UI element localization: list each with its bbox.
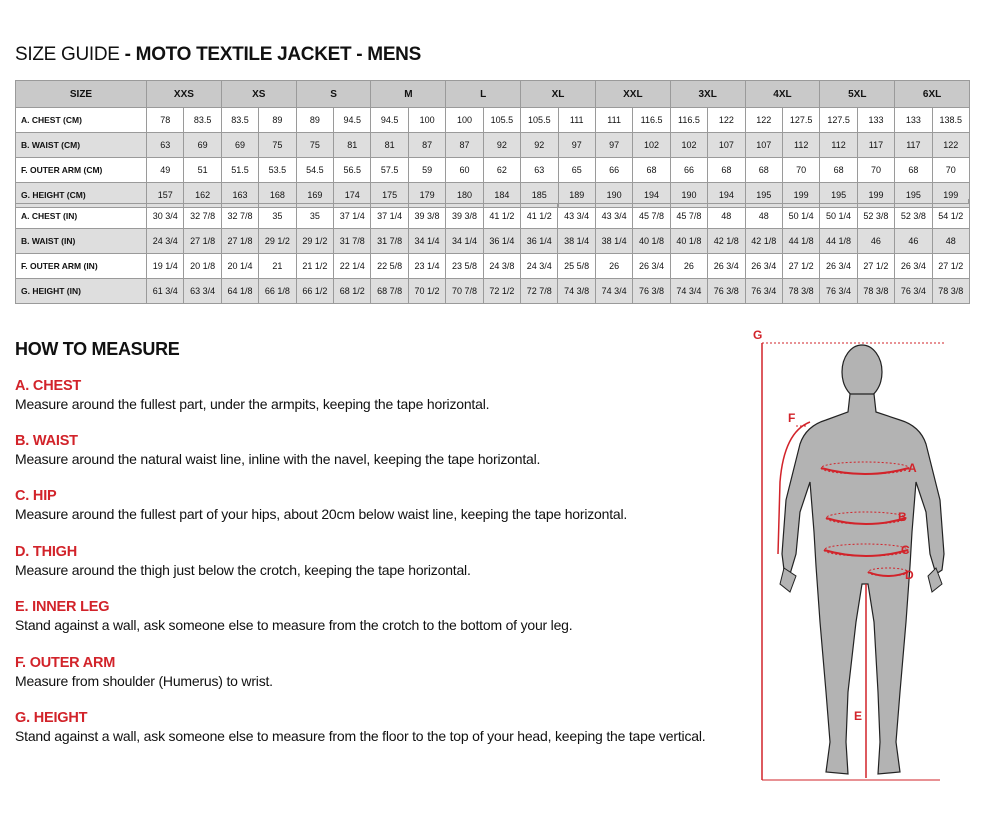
table-cell: 52 3/8 [895,204,932,229]
table-cell: 94.5 [334,108,371,133]
measure-title: F. OUTER ARM [15,655,116,671]
table-cell: 68 [820,158,857,183]
measure-description: Measure around the fullest part of your hips, about 20cm below waist line, keeping the tape horizontal. [15,506,628,522]
measure-description: Measure around the natural waist line, inline with the navel, keeping the tape horizontal. [15,451,541,467]
size-header-cell: 6XL [895,81,970,108]
table-cell: 22 5/8 [371,254,408,279]
table-cell: 117 [895,133,932,158]
table-cell: 81 [371,133,408,158]
table-cell: 105.5 [521,108,558,133]
table-cell: 27 1/8 [184,229,221,254]
table-cell: 68 [745,158,782,183]
table-cell: 50 1/4 [820,204,857,229]
table-cell: 76 3/4 [745,279,782,304]
table-cell: 116.5 [670,108,707,133]
measure-title: B. WAIST [15,433,78,449]
row-label: B. WAIST (CM) [16,133,147,158]
table-cell: 122 [745,108,782,133]
table-cell: 61 3/4 [147,279,184,304]
table-cell: 174 [334,183,371,208]
label-b: B [898,510,907,524]
table-cell: 31 7/8 [371,229,408,254]
size-header-cell: 5XL [820,81,895,108]
size-header-row [16,81,970,108]
table-cell: 54 1/2 [932,204,969,229]
table-cell: 37 1/4 [334,204,371,229]
table-cell: 199 [782,183,819,208]
table-cell: 89 [296,108,333,133]
table-cell: 69 [221,133,258,158]
table-cell: 54.5 [296,158,333,183]
table-cell: 163 [221,183,258,208]
measure-item [15,377,745,413]
table-cell: 29 1/2 [259,229,296,254]
table-cell: 75 [259,133,296,158]
table-cell: 27 1/8 [221,229,258,254]
table-cell: 40 1/8 [633,229,670,254]
table-cell: 38 1/4 [595,229,632,254]
table-cell: 78 3/8 [782,279,819,304]
measure-description: Stand against a wall, ask someone else to measure from the floor to the top of your head, keeping the tape vertical. [15,728,706,744]
measure-title: E. INNER LEG [15,599,110,615]
table-cell: 34 1/4 [446,229,483,254]
table-cell: 102 [633,133,670,158]
table-cell: 78 3/8 [932,279,969,304]
table-cell: 122 [932,133,969,158]
measure-item [15,598,745,634]
table-cell: 97 [558,133,595,158]
table-cell: 190 [670,183,707,208]
size-table-cm [15,80,970,208]
table-cell: 169 [296,183,333,208]
table-cell: 66 [595,158,632,183]
table-cell: 195 [745,183,782,208]
row-label: A. CHEST (CM) [16,108,147,133]
table-cell: 63 [147,133,184,158]
table-cell: 199 [857,183,894,208]
table-cell: 195 [895,183,932,208]
table-cell: 29 1/2 [296,229,333,254]
table-cell: 53.5 [259,158,296,183]
size-header-cell: M [371,81,446,108]
table-row [16,229,970,254]
table-cell: 40 1/8 [670,229,707,254]
size-header-cell: S [296,81,371,108]
table-cell: 21 1/2 [296,254,333,279]
table-row [16,254,970,279]
table-cell: 100 [408,108,445,133]
table-cell: 32 7/8 [221,204,258,229]
size-header-cell: XXS [147,81,222,108]
table-cell: 127.5 [820,108,857,133]
table-cell: 44 1/8 [782,229,819,254]
measure-item [15,709,745,745]
table-cell: 133 [895,108,932,133]
table-cell: 70 1/2 [408,279,445,304]
table-cell: 138.5 [932,108,969,133]
table-cell: 74 3/4 [670,279,707,304]
table-cell: 133 [857,108,894,133]
table-cell: 72 7/8 [521,279,558,304]
table-cell: 116.5 [633,108,670,133]
table-cell: 23 1/4 [408,254,445,279]
table-cell: 36 1/4 [483,229,520,254]
body-measurement-figure [750,322,989,792]
table-cell: 38 1/4 [558,229,595,254]
table-cell: 180 [446,183,483,208]
table-cell: 68 [708,158,745,183]
table-cell: 52 3/8 [857,204,894,229]
size-header-cell: L [446,81,521,108]
table-cell: 87 [446,133,483,158]
table-cell: 122 [708,108,745,133]
table-cell: 22 1/4 [334,254,371,279]
table-cell: 74 3/8 [558,279,595,304]
table-cell: 78 3/8 [857,279,894,304]
table-cell: 76 3/8 [708,279,745,304]
table-cell: 41 1/2 [483,204,520,229]
measure-item [15,487,745,523]
table-cell: 36 1/4 [521,229,558,254]
table-cell: 64 1/8 [221,279,258,304]
table-cell: 105.5 [483,108,520,133]
table-cell: 63 3/4 [184,279,221,304]
size-header-cell: XL [521,81,596,108]
table-cell: 35 [296,204,333,229]
table-cell: 41 1/2 [521,204,558,229]
table-cell: 42 1/8 [708,229,745,254]
table-cell: 48 [745,204,782,229]
table-cell: 24 3/8 [483,254,520,279]
row-label: G. HEIGHT (CM) [16,183,147,208]
table-cell: 63 [521,158,558,183]
table-row [16,133,970,158]
table-cell: 107 [745,133,782,158]
table-cell: 76 3/4 [895,279,932,304]
measure-description: Stand against a wall, ask someone else to measure from the crotch to the bottom of your leg. [15,617,573,633]
table-cell: 43 3/4 [595,204,632,229]
title-prefix: SIZE GUIDE [15,44,120,65]
measure-title: D. THIGH [15,544,78,560]
table-cell: 83.5 [184,108,221,133]
table-cell: 44 1/8 [820,229,857,254]
table-cell: 39 3/8 [446,204,483,229]
table-cell: 68 [895,158,932,183]
table-cell: 70 [857,158,894,183]
label-f: F [788,411,796,425]
table-cell: 26 [595,254,632,279]
table-cell: 70 7/8 [446,279,483,304]
table-cell: 92 [521,133,558,158]
label-d: D [905,568,914,582]
table-cell: 48 [708,204,745,229]
table-cell: 83.5 [221,108,258,133]
table-cell: 46 [895,229,932,254]
table-cell: 35 [259,204,296,229]
table-cell: 23 5/8 [446,254,483,279]
table-cell: 66 1/2 [296,279,333,304]
table-cell: 72 1/2 [483,279,520,304]
table-cell: 162 [184,183,221,208]
table-cell: 111 [558,108,595,133]
table-cell: 26 3/4 [820,254,857,279]
table-cell: 194 [633,183,670,208]
table-cell: 112 [782,133,819,158]
measure-title: C. HIP [15,488,57,504]
table-cell: 21 [259,254,296,279]
table-cell: 179 [408,183,445,208]
table-row [16,279,970,304]
table-cell: 51.5 [221,158,258,183]
measure-item [15,654,745,690]
row-label: F. OUTER ARM (IN) [16,254,147,279]
table-cell: 43 3/4 [558,204,595,229]
table-cell: 60 [446,158,483,183]
table-cell: 25 5/8 [558,254,595,279]
label-a: A [908,461,917,475]
table-cell: 59 [408,158,445,183]
table-cell: 97 [595,133,632,158]
size-header-cell: XS [221,81,296,108]
title-main: - MOTO TEXTILE JACKET - MENS [119,44,421,65]
table-row [16,108,970,133]
table-cell: 24 3/4 [521,254,558,279]
table-cell: 189 [558,183,595,208]
measure-item [15,543,745,579]
table-cell: 168 [259,183,296,208]
table-cell: 92 [483,133,520,158]
table-cell: 26 3/4 [895,254,932,279]
size-table-inches [15,203,970,304]
table-cell: 42 1/8 [745,229,782,254]
table-cell: 68 7/8 [371,279,408,304]
row-label: G. HEIGHT (IN) [16,279,147,304]
table-cell: 70 [932,158,969,183]
label-g: G [753,328,763,342]
table-cell: 27 1/2 [782,254,819,279]
table-cell: 37 1/4 [371,204,408,229]
table-cell: 50 1/4 [782,204,819,229]
table-cell: 31 7/8 [334,229,371,254]
table-cell: 111 [595,108,632,133]
table-cell: 56.5 [334,158,371,183]
table-cell: 57.5 [371,158,408,183]
table-cell: 66 [670,158,707,183]
table-cell: 100 [446,108,483,133]
table-cell: 68 1/2 [334,279,371,304]
table-cell: 157 [147,183,184,208]
measure-item [15,432,745,468]
table-row [16,204,970,229]
table-cell: 20 1/4 [221,254,258,279]
table-cell: 24 3/4 [147,229,184,254]
table-cell: 46 [857,229,894,254]
table-cell: 199 [932,183,969,208]
row-label: F. OUTER ARM (CM) [16,158,147,183]
how-to-measure-heading: HOW TO MEASURE [15,339,180,359]
table-cell: 66 1/8 [259,279,296,304]
table-cell: 94.5 [371,108,408,133]
measure-title: A. CHEST [15,378,82,394]
table-cell: 62 [483,158,520,183]
table-cell: 127.5 [782,108,819,133]
table-cell: 27 1/2 [932,254,969,279]
size-header-cell: 4XL [745,81,820,108]
body-silhouette [782,345,944,774]
row-label: A. CHEST (IN) [16,204,147,229]
table-cell: 30 3/4 [147,204,184,229]
table-cell: 195 [820,183,857,208]
table-cell: 51 [184,158,221,183]
table-cell: 70 [782,158,819,183]
table-cell: 26 3/4 [633,254,670,279]
size-header-cell: 3XL [670,81,745,108]
table-cell: 32 7/8 [184,204,221,229]
table-cell: 26 3/4 [745,254,782,279]
table-cell: 87 [408,133,445,158]
table-cell: 27 1/2 [857,254,894,279]
table-cell: 45 7/8 [670,204,707,229]
table-cell: 19 1/4 [147,254,184,279]
table-cell: 185 [521,183,558,208]
size-header-label: SIZE [16,81,147,108]
table-cell: 89 [259,108,296,133]
page-title [15,44,421,66]
table-cell: 190 [595,183,632,208]
table-cell: 102 [670,133,707,158]
table-cell: 78 [147,108,184,133]
table-row [16,158,970,183]
table-cell: 45 7/8 [633,204,670,229]
table-cell: 117 [857,133,894,158]
table-cell: 39 3/8 [408,204,445,229]
table-cell: 34 1/4 [408,229,445,254]
table-cell: 175 [371,183,408,208]
table-cell: 107 [708,133,745,158]
table-cell: 184 [483,183,520,208]
label-e: E [854,709,863,723]
label-c: C [901,543,910,557]
table-cell: 68 [633,158,670,183]
table-cell: 26 3/4 [708,254,745,279]
row-label: B. WAIST (IN) [16,229,147,254]
measure-description: Measure around the fullest part, under the armpits, keeping the tape horizontal. [15,396,490,412]
table-cell: 26 [670,254,707,279]
table-cell: 75 [296,133,333,158]
table-cell: 81 [334,133,371,158]
table-cell: 49 [147,158,184,183]
table-cell: 20 1/8 [184,254,221,279]
measure-description: Measure from shoulder (Humerus) to wrist. [15,673,273,689]
table-cell: 48 [932,229,969,254]
table-cell: 76 3/4 [820,279,857,304]
measure-description: Measure around the thigh just below the crotch, keeping the tape horizontal. [15,562,471,578]
table-cell: 69 [184,133,221,158]
table-cell: 76 3/8 [633,279,670,304]
size-header-cell: XXL [595,81,670,108]
table-cell: 65 [558,158,595,183]
table-cell: 74 3/4 [595,279,632,304]
measure-title: G. HEIGHT [15,710,88,726]
hand-left [780,568,796,592]
table-cell: 112 [820,133,857,158]
table-cell: 194 [708,183,745,208]
